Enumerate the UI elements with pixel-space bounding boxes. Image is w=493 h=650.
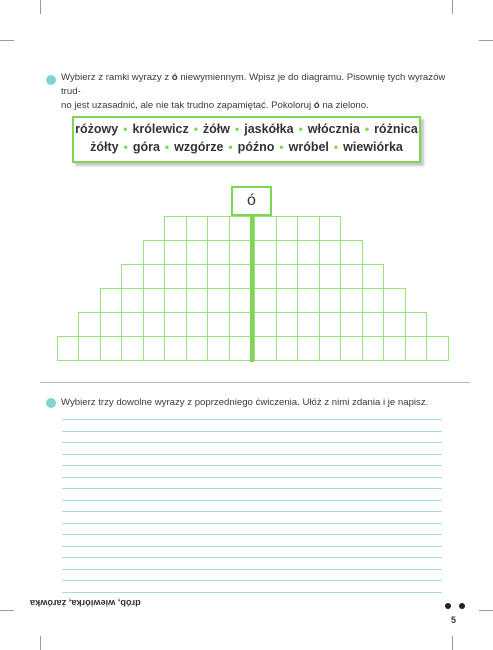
exercise-1-instruction <box>61 71 451 113</box>
instr-text: niewymiennym. Wpisz je do diagramu. Pisownię tych wyrazów trud- <box>61 72 446 97</box>
word: żółty <box>90 140 119 154</box>
diagram-cell[interactable] <box>254 264 277 289</box>
diagram-cell[interactable] <box>319 240 342 265</box>
diagram-center-stem <box>250 216 254 362</box>
crop-mark <box>452 636 453 650</box>
diagram-cell[interactable] <box>121 312 144 337</box>
diagram-cell[interactable] <box>383 288 406 313</box>
page-number: 5 <box>451 615 457 625</box>
diagram-cell[interactable] <box>276 264 299 289</box>
separator-dot: • <box>279 140 284 154</box>
diagram-cell[interactable] <box>254 216 277 241</box>
diagram-cell[interactable] <box>362 312 385 337</box>
diagram-cell[interactable] <box>362 336 385 361</box>
word: królewicz <box>132 122 189 136</box>
instr-text: Wybierz z ramki wyrazy z <box>61 72 172 83</box>
diagram-cell[interactable] <box>276 336 299 361</box>
writing-line[interactable] <box>62 431 442 432</box>
diagram-top-letter: ó <box>231 186 272 216</box>
diagram-cell[interactable] <box>78 336 101 361</box>
diagram-cell[interactable] <box>297 336 320 361</box>
diagram-cell[interactable] <box>426 336 449 361</box>
bold-letter: ó <box>171 72 178 83</box>
instr-text: no jest uzasadnić, ale nie tak trudno zapamiętać. Pokoloruj <box>61 100 314 111</box>
crop-mark <box>452 0 453 14</box>
diagram-cell[interactable] <box>121 336 144 361</box>
crop-mark <box>40 636 41 650</box>
diagram-cell[interactable] <box>319 288 342 313</box>
diagram-cell[interactable] <box>143 336 166 361</box>
diagram-cell[interactable] <box>229 312 252 337</box>
diagram-cell[interactable] <box>207 264 230 289</box>
diagram-cell[interactable] <box>297 216 320 241</box>
diagram-cell[interactable] <box>164 312 187 337</box>
diagram-cell[interactable] <box>207 240 230 265</box>
exercise-1-bullet <box>46 75 56 85</box>
writing-line[interactable] <box>62 534 442 535</box>
bold-letter: ó <box>313 100 320 111</box>
diagram-cell[interactable] <box>207 288 230 313</box>
word: wróbel <box>288 140 329 154</box>
writing-line[interactable] <box>62 419 442 420</box>
exercise-2-bullet <box>46 398 56 408</box>
crop-mark <box>479 40 493 41</box>
diagram-cell[interactable] <box>383 312 406 337</box>
exercise-2-instruction: Wybierz trzy dowolne wyrazy z poprzedniego ćwiczenia. Ułóż z nimi zdania i je napisz. <box>61 397 429 408</box>
diagram-cell[interactable] <box>207 312 230 337</box>
diagram-cell[interactable] <box>297 240 320 265</box>
separator-dot: • <box>333 140 339 154</box>
diagram-cell[interactable] <box>254 336 277 361</box>
writing-line[interactable] <box>62 546 442 547</box>
word: różowy <box>75 122 119 136</box>
diagram-cell[interactable] <box>143 264 166 289</box>
diagram-cell[interactable] <box>186 288 209 313</box>
upside-down-footer-text: drób, wiewiórka, żarówka <box>30 598 141 608</box>
diagram-cell[interactable] <box>362 264 385 289</box>
writing-line[interactable] <box>62 477 442 478</box>
diagram-cell[interactable] <box>164 264 187 289</box>
word: włócznia <box>307 122 360 136</box>
crop-mark <box>40 0 41 14</box>
diagram-cell[interactable] <box>362 288 385 313</box>
word: późno <box>237 140 275 154</box>
crop-mark <box>479 610 493 611</box>
diagram-cell[interactable] <box>164 336 187 361</box>
diagram-cell[interactable] <box>164 216 187 241</box>
word-row-1 <box>74 122 419 136</box>
diagram-cell[interactable] <box>143 312 166 337</box>
writing-line[interactable] <box>62 523 442 524</box>
section-divider <box>40 382 470 383</box>
diagram-cell[interactable] <box>254 312 277 337</box>
separator-dot: • <box>235 122 240 136</box>
diagram-cell[interactable] <box>276 240 299 265</box>
writing-line[interactable] <box>62 580 442 581</box>
word: różnica <box>374 122 418 136</box>
writing-line[interactable] <box>62 569 442 570</box>
diagram-cell[interactable] <box>186 312 209 337</box>
writing-line[interactable] <box>62 511 442 512</box>
diagram-cell[interactable] <box>229 264 252 289</box>
diagram-cell[interactable] <box>78 312 101 337</box>
diagram-cell[interactable] <box>276 216 299 241</box>
separator-dot: • <box>123 140 128 154</box>
word: żółw <box>202 122 231 136</box>
diagram-cell[interactable] <box>297 264 320 289</box>
separator-dot: • <box>298 122 303 136</box>
writing-line[interactable] <box>62 500 442 501</box>
diagram-cell[interactable] <box>340 288 363 313</box>
word: wiewiórka <box>343 140 403 154</box>
separator-dot: • <box>193 122 198 136</box>
diagram-cell[interactable] <box>319 216 342 241</box>
diagram-cell[interactable] <box>100 312 123 337</box>
separator-dot: • <box>364 122 370 136</box>
writing-line[interactable] <box>62 592 442 593</box>
diagram-cell[interactable] <box>164 288 187 313</box>
diagram-cell[interactable] <box>143 288 166 313</box>
word-box <box>72 116 421 163</box>
diagram-cell[interactable] <box>276 312 299 337</box>
diagram-cell[interactable] <box>164 240 187 265</box>
diagram-cell[interactable] <box>229 240 252 265</box>
diagram-cell[interactable] <box>207 336 230 361</box>
word: jaskółka <box>244 122 294 136</box>
diagram-cell[interactable] <box>340 264 363 289</box>
diagram-cell[interactable] <box>276 288 299 313</box>
diagram-cell[interactable] <box>143 240 166 265</box>
diagram-cell[interactable] <box>229 288 252 313</box>
diagram-cell[interactable] <box>254 240 277 265</box>
writing-line[interactable] <box>62 454 442 455</box>
diagram-cell[interactable] <box>121 264 144 289</box>
diagram-cell[interactable] <box>207 216 230 241</box>
word: góra <box>132 140 160 154</box>
diagram-cell[interactable] <box>297 288 320 313</box>
writing-line[interactable] <box>62 465 442 466</box>
diagram-cell[interactable] <box>186 336 209 361</box>
diagram-cell[interactable] <box>297 312 320 337</box>
diagram-cell[interactable] <box>186 264 209 289</box>
diagram-cell[interactable] <box>319 336 342 361</box>
diagram-cell[interactable] <box>100 336 123 361</box>
crop-mark <box>0 610 14 611</box>
diagram-cell[interactable] <box>229 336 252 361</box>
word: wzgórze <box>174 140 224 154</box>
diagram-cell[interactable] <box>186 216 209 241</box>
diagram-cell[interactable] <box>383 336 406 361</box>
separator-dot: • <box>228 140 233 154</box>
writing-line[interactable] <box>62 557 442 558</box>
word-row-2 <box>74 140 419 154</box>
diagram-cell[interactable] <box>229 216 252 241</box>
separator-dot: • <box>164 140 170 154</box>
diagram-cell[interactable] <box>340 312 363 337</box>
crop-mark <box>0 40 14 41</box>
instr-text: na zielono. <box>319 100 369 111</box>
diagram-cell[interactable] <box>319 264 342 289</box>
eye-dot <box>445 603 451 609</box>
diagram-cell[interactable] <box>57 336 80 361</box>
diagram-cell[interactable] <box>405 312 428 337</box>
diagram-cell[interactable] <box>340 240 363 265</box>
diagram-cell[interactable] <box>405 336 428 361</box>
writing-line[interactable] <box>62 488 442 489</box>
separator-dot: • <box>123 122 128 136</box>
diagram-cell[interactable] <box>319 312 342 337</box>
diagram-cell[interactable] <box>186 240 209 265</box>
diagram-cell[interactable] <box>121 288 144 313</box>
diagram-cell[interactable] <box>340 336 363 361</box>
eye-dot <box>459 603 465 609</box>
diagram-cell[interactable] <box>100 288 123 313</box>
diagram-cell[interactable] <box>254 288 277 313</box>
writing-line[interactable] <box>62 442 442 443</box>
